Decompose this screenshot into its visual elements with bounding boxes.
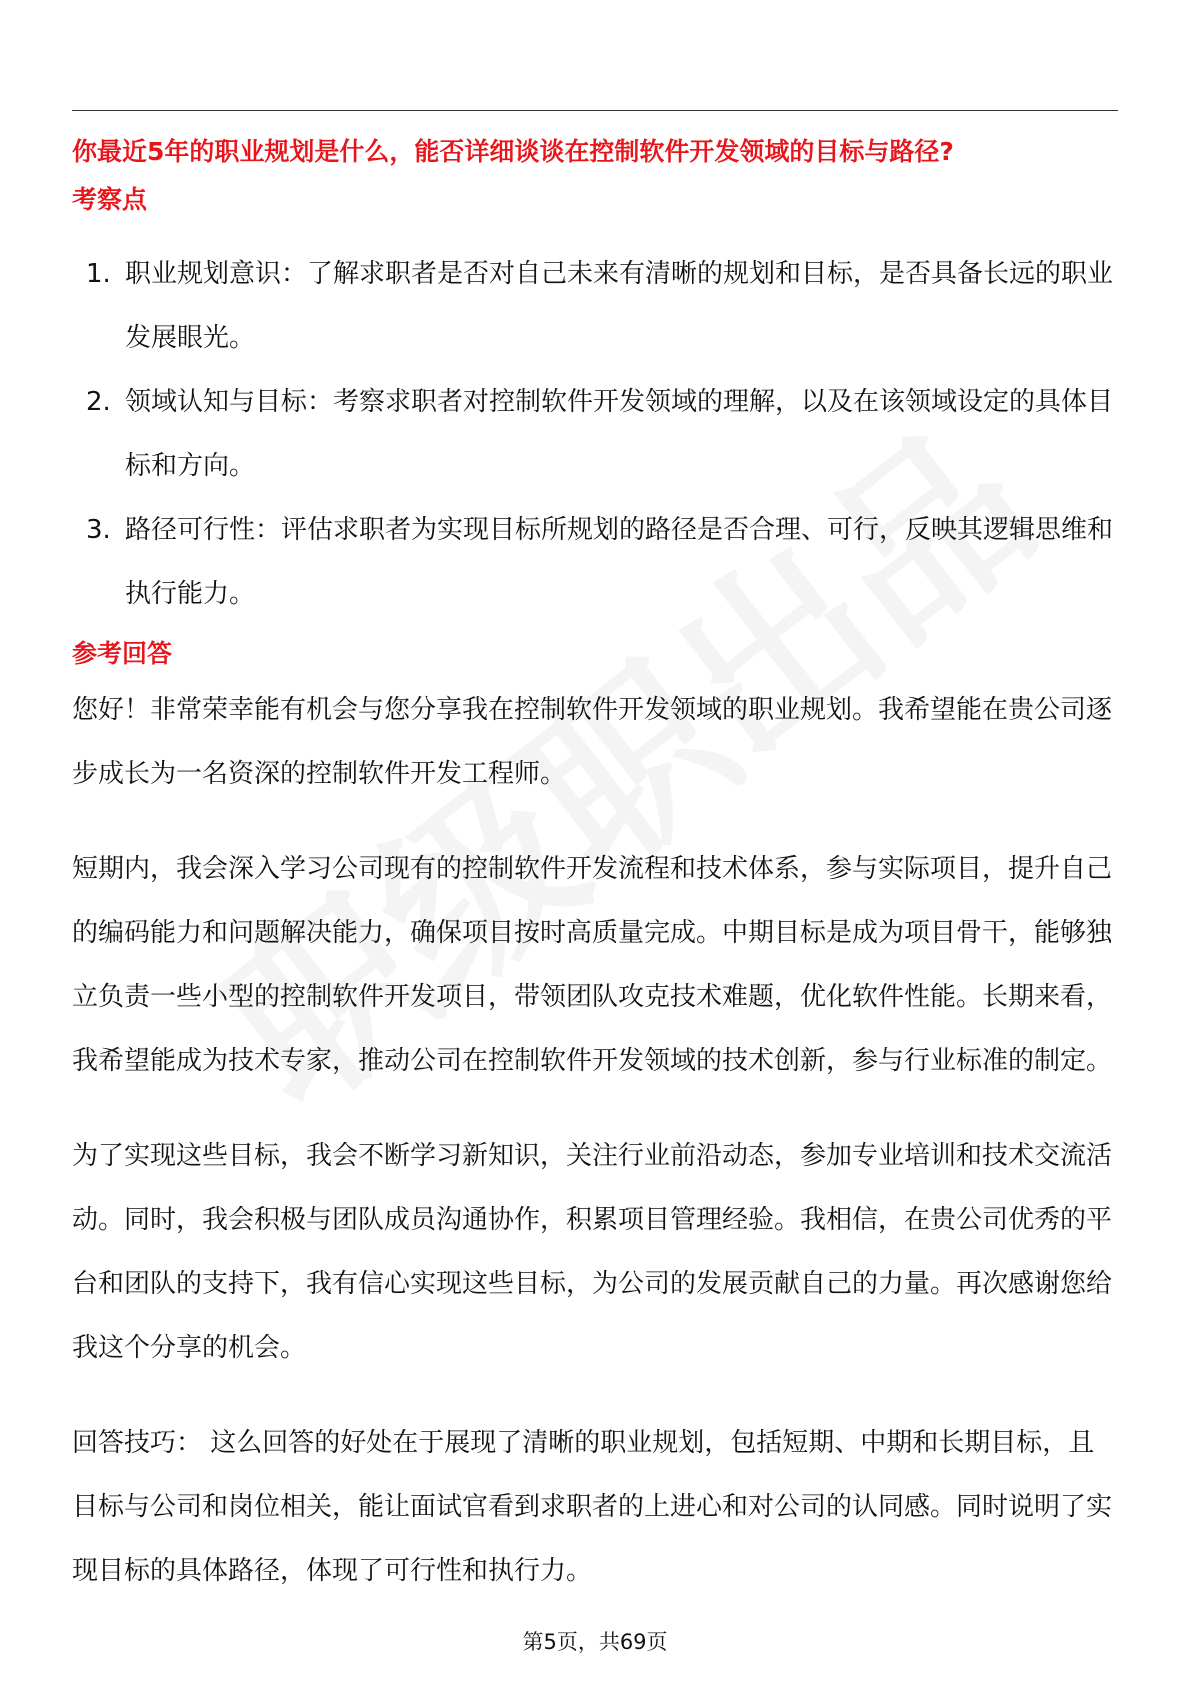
- answer-paragraph: 短期内，我会深入学习公司现有的控制软件开发流程和技术体系，参与实际项目，提升自己的编码能力和问题解决能力，确保项目按时高质量完成。中期目标是成为项目骨干，能够独立负责一些小型的控制软件开发项目，带领团队攻克技术难题，优化软件性能。长期来看，我希望能成为技术专家，推动公司在控制软件开发领域的技术创新，参与行业标准的制定。: [72, 854, 1113, 1076]
- point-text: 职业规划意识：了解求职者是否对自己未来有清晰的规划和目标，是否具备长远的职业发展眼光。: [125, 259, 1114, 353]
- point-text: 领域认知与目标：考察求职者对控制软件开发领域的理解，以及在该领域设定的具体目标和方向。: [125, 387, 1114, 481]
- assessment-point: [72, 242, 1118, 370]
- answer-paragraph: 您好！非常荣幸能有机会与您分享我在控制软件开发领域的职业规划。我希望能在贵公司逐步成长为一名资深的控制软件开发工程师。: [72, 695, 1113, 789]
- page-content: [72, 128, 1118, 1603]
- assessment-point: [72, 498, 1118, 626]
- header-rule: [72, 110, 1118, 111]
- answer-paragraph: 为了实现这些目标，我会不断学习新知识，关注行业前沿动态，参加专业培训和技术交流活动。同时，我会积极与团队成员沟通协作，积累项目管理经验。我相信，在贵公司优秀的平台和团队的支持下，我有信心实现这些目标，为公司的发展贡献自己的力量。再次感谢您给我这个分享的机会。: [72, 1141, 1113, 1363]
- question-heading: 你最近5年的职业规划是什么，能否详细谈谈在控制软件开发领域的目标与路径?: [72, 137, 954, 166]
- assessment-point: [72, 370, 1118, 498]
- point-number: 3.: [86, 515, 111, 545]
- assessment-title: 考察点: [72, 185, 148, 214]
- answer-tips-paragraph: 回答技巧： 这么回答的好处在于展现了清晰的职业规划，包括短期、中期和长期目标，且目标与公司和岗位相关，能让面试官看到求职者的上进心和对公司的认同感。同时说明了实现目标的具体路径，体现了可行性和执行力。: [72, 1428, 1113, 1586]
- point-number: 1.: [86, 259, 111, 289]
- point-text: 路径可行性：评估求职者为实现目标所规划的路径是否合理、可行，反映其逻辑思维和执行能力。: [125, 515, 1114, 609]
- answer-title: 参考回答: [72, 639, 173, 668]
- point-number: 2.: [86, 387, 111, 417]
- page-number: 第5页，共69页: [522, 1630, 668, 1654]
- assessment-points: [72, 242, 1118, 626]
